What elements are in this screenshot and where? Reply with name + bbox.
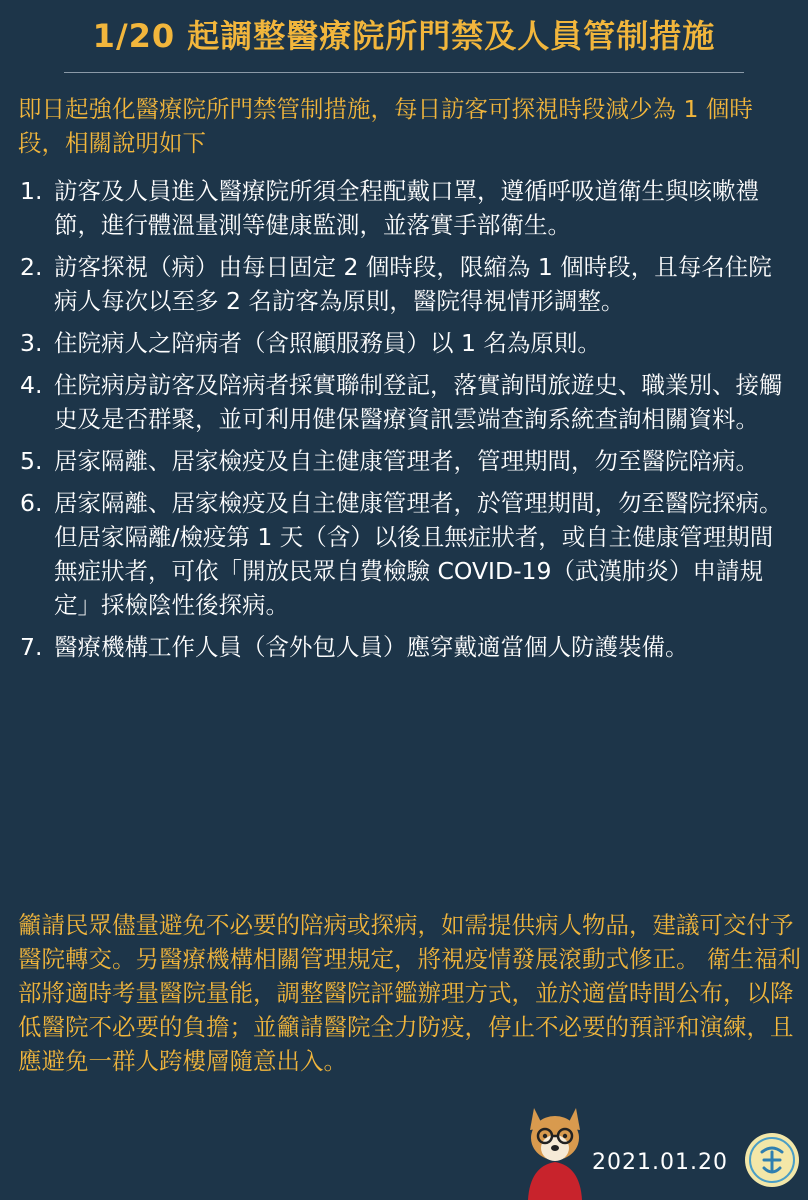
list-item-text: 居家隔離、居家檢疫及自主健康管理者，於管理期間，勿至醫院探病。但居家隔離/檢疫第 1 天（含）以後且無症狀者，或自主健康管理期間無症狀者，可依「開放民眾自費檢驗 COVID-19（武漢肺炎）申請規定」採檢陰性後探病。	[54, 489, 783, 619]
list-item	[20, 486, 795, 622]
list-item	[20, 444, 795, 478]
publish-date: 2021.01.20	[592, 1150, 728, 1175]
list-item-number: 2.	[20, 253, 43, 281]
list-item	[20, 630, 795, 664]
list-item	[20, 368, 795, 436]
list-item-number: 6.	[20, 489, 43, 517]
list-item-text: 住院病房訪客及陪病者採實聯制登記，落實詢問旅遊史、職業別、接觸史及是否群聚，並可利用健保醫療資訊雲端查詢系統查詢相關資料。	[54, 371, 783, 433]
list-item-number: 1.	[20, 177, 43, 205]
list-item-text: 訪客及人員進入醫療院所須全程配戴口罩，遵循呼吸道衛生與咳嗽禮節，進行體溫量測等健康監測，並落實手部衛生。	[54, 177, 759, 239]
intro-paragraph: 即日起強化醫療院所門禁管制措施，每日訪客可探視時段減少為 1 個時段，相關說明如下	[18, 95, 753, 157]
list-item-number: 3.	[20, 329, 43, 357]
list-item	[20, 250, 795, 318]
shiba-dog-mascot-icon	[520, 1100, 590, 1200]
list-item-number: 4.	[20, 371, 43, 399]
title-divider	[64, 72, 744, 73]
page-title: 1/20 起調整醫療院所門禁及人員管制措施	[92, 17, 716, 55]
list-item-text: 住院病人之陪病者（含照顧服務員）以 1 名為原則。	[54, 329, 601, 357]
list-item-text: 居家隔離、居家檢疫及自主健康管理者，管理期間，勿至醫院陪病。	[54, 447, 759, 475]
list-item	[20, 326, 795, 360]
list-item-number: 7.	[20, 633, 43, 661]
measures-list	[20, 174, 795, 672]
list-item-text: 訪客探視（病）由每日固定 2 個時段，限縮為 1 個時段，且每名住院病人每次以至多 2 名訪客為原則，醫院得視情形調整。	[54, 253, 772, 315]
list-item-number: 5.	[20, 447, 43, 475]
list-item-text: 醫療機構工作人員（含外包人員）應穿戴適當個人防護裝備。	[54, 633, 689, 661]
closing-paragraph: 籲請民眾儘量避免不必要的陪病或探病，如需提供病人物品，建議可交付予醫院轉交。另醫療機構相關管理規定，將視疫情發展滾動式修正。 衛生福利部將適時考量醫院量能，調整醫院評鑑辦理方式，並於適當時間公布，以降低醫院不必要的負擔；並籲請醫院全力防疫，停止不必要的預評和演練，且應避免一群人跨樓層隨意出入。	[18, 911, 801, 1075]
list-item	[20, 174, 795, 242]
ministry-logo-icon	[744, 1132, 800, 1188]
